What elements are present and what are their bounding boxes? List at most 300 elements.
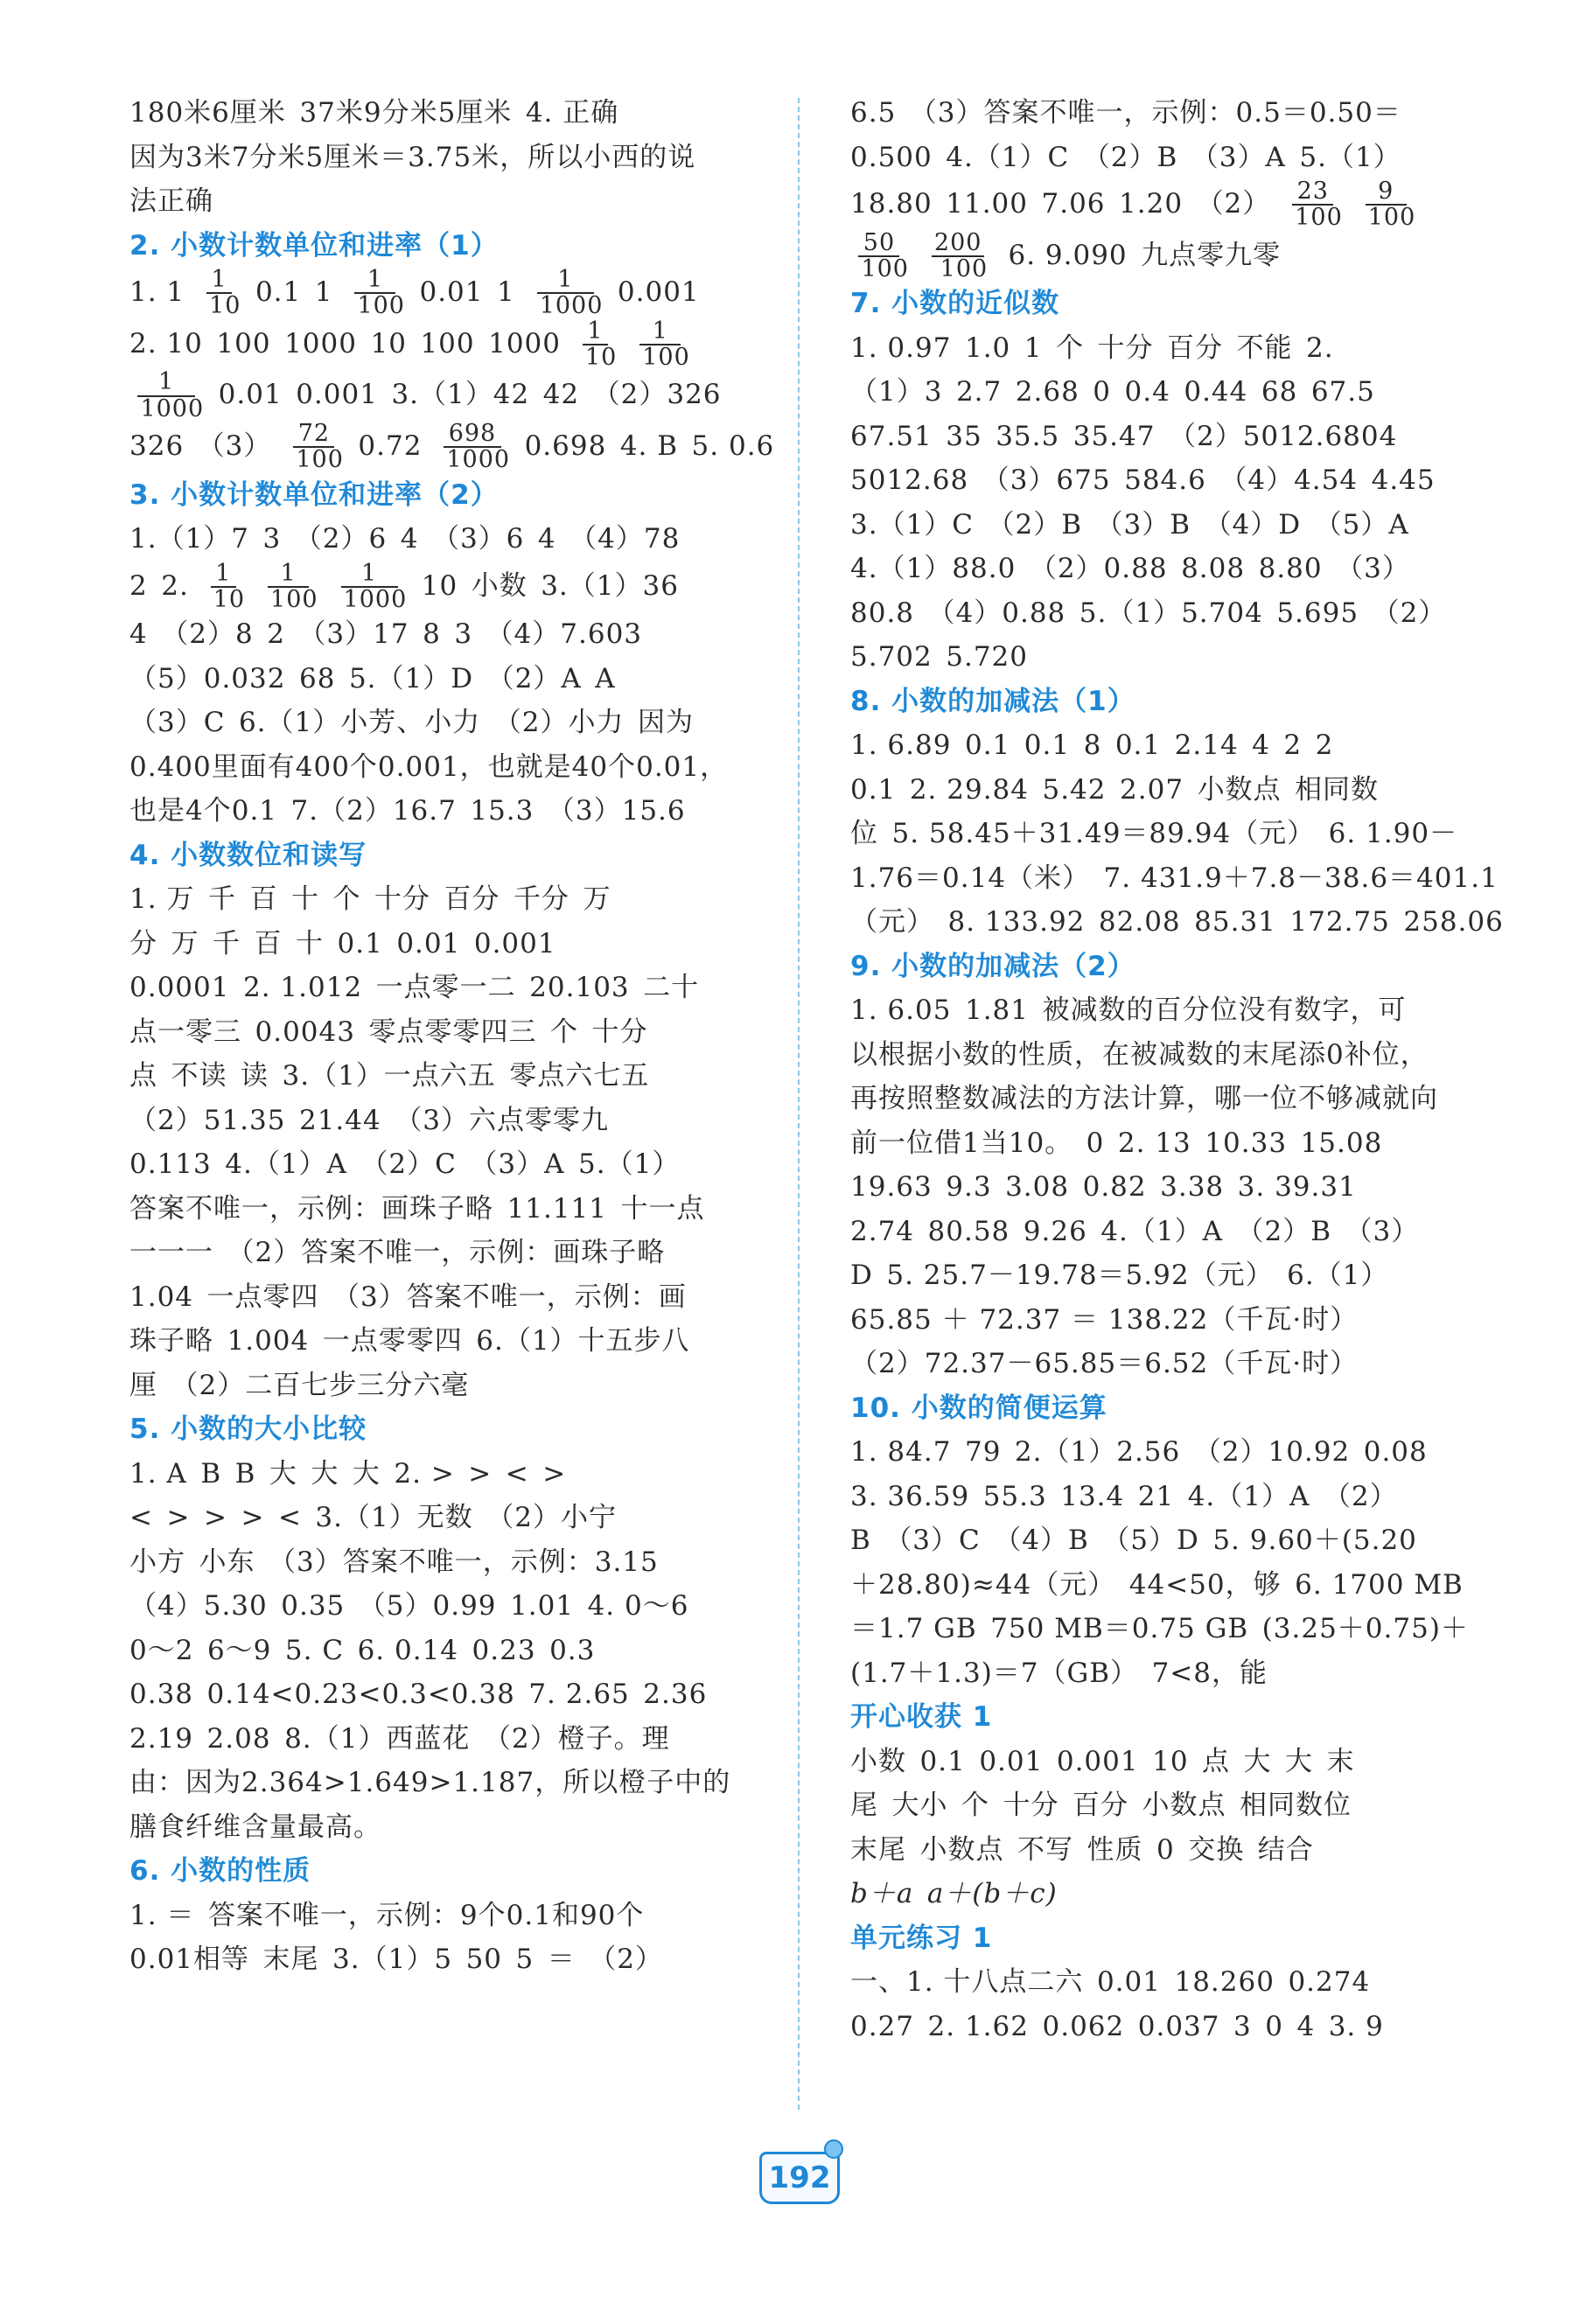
answer-text: 法正确 [129, 185, 213, 217]
answer-text: > [542, 1457, 567, 1490]
answer-text: 不写 [1017, 1833, 1073, 1866]
answer-text: 7.（2）16.7 [290, 795, 457, 827]
answer-text: 相同数 [1295, 773, 1380, 806]
answer-text: （2）答案不唯一，示例：画珠子略 [227, 1237, 666, 1269]
answer-text: 4 [537, 523, 556, 555]
answer-text: 小方 [129, 1546, 185, 1578]
answer-line [129, 1629, 759, 1673]
answer-text: 3.08 [1005, 1171, 1070, 1204]
answer-text: 2 [267, 618, 285, 651]
answer-text: 1 [1024, 332, 1043, 364]
answer-text: 末尾 [262, 1944, 319, 1976]
answer-line [850, 1342, 1473, 1386]
answer-text: 10 [370, 327, 407, 359]
section-heading: 9. 小数的加减法（2） [850, 950, 1135, 982]
answer-line [850, 228, 1473, 283]
fraction-denominator: 1000 [446, 446, 511, 474]
answer-text: 3.38 [1160, 1171, 1225, 1204]
answer-text: 一点零四 [206, 1281, 319, 1313]
answer-text: 千 [207, 883, 236, 916]
fraction-denominator: 100 [1295, 204, 1343, 232]
answer-text: 大 [352, 1457, 381, 1490]
answer-text: 以根据小数的性质，在被减数的末尾添0补位， [850, 1038, 1429, 1071]
answer-text: B [850, 1525, 871, 1557]
answer-text: 5. C [284, 1634, 345, 1666]
answer-text: 答案不唯一，示例：9个0.1和90个 [207, 1899, 645, 1931]
answer-text: > [241, 1502, 265, 1534]
fraction [293, 422, 346, 473]
answer-text: 3 [454, 618, 473, 651]
answer-text: （3）C [129, 707, 226, 739]
fraction-denominator: 100 [270, 586, 318, 614]
answer-text: 被减数的百分位没有数字，可 [1042, 995, 1407, 1027]
answer-text: 21.44 [298, 1104, 381, 1136]
fraction [583, 319, 619, 371]
answer-line [129, 612, 759, 657]
answer-text: 百分 [1072, 1790, 1128, 1822]
answer-text: 1.76＝0.14（米） [850, 862, 1091, 894]
answer-text: > [468, 1457, 493, 1490]
answer-line [850, 723, 1473, 768]
answer-line [850, 1783, 1473, 1828]
answer-text: （5）0.99 [358, 1590, 497, 1623]
answer-text: 2.68 [1015, 376, 1079, 408]
fraction-numerator: 9 [1366, 179, 1407, 206]
answer-text: 0.001 [617, 276, 700, 308]
answer-text: （3）A [1191, 141, 1286, 173]
answer-text: （元） [850, 906, 934, 939]
answer-text: 点 [1202, 1745, 1231, 1777]
answer-text: 点一零三 [129, 1015, 241, 1048]
answer-text: 7<8，能 [1151, 1657, 1268, 1689]
answer-text: 2.08 [206, 1722, 271, 1755]
answer-text: 7.06 [1041, 187, 1106, 220]
section-heading: 2. 小数计数单位和进率（1） [129, 229, 499, 262]
answer-text: 再按照整数减法的方法计算，哪一位不够减就向 [850, 1083, 1438, 1115]
answer-text: 分 [129, 927, 157, 960]
answer-text: （2）橙子。理 [483, 1722, 670, 1755]
answer-text: 55.3 [982, 1480, 1047, 1512]
fraction-denominator: 100 [357, 292, 405, 320]
answer-text: 1.20 [1119, 187, 1184, 220]
answer-line [129, 789, 759, 834]
section-heading: 10. 小数的简便运算 [850, 1392, 1107, 1424]
answer-text: 750 MB＝0.75 GB [990, 1613, 1249, 1645]
answer-text: 100 [420, 327, 475, 359]
answer-text: 十 [296, 927, 324, 960]
fraction-numerator: 1 [206, 268, 232, 294]
answer-line [850, 635, 1473, 680]
answer-text: 0.23 [472, 1634, 536, 1666]
answer-text: 44<50，够 [1128, 1568, 1282, 1601]
answer-text: 3.（1）一点六五 [282, 1060, 496, 1092]
answer-line [129, 91, 759, 136]
answer-text: 0 [1093, 376, 1112, 408]
answer-text: 结合 [1257, 1833, 1314, 1866]
answer-text: 0.113 [129, 1148, 212, 1181]
section-heading: 3. 小数计数单位和进率（2） [129, 478, 499, 511]
answer-text: 5.（1）D [348, 662, 474, 694]
answer-text: （3） [197, 429, 272, 462]
answer-text: 5.42 [1042, 773, 1107, 806]
answer-text: 个 [1056, 332, 1085, 364]
answer-text: 326 [129, 429, 185, 462]
answer-text: （2）51.35 [129, 1104, 286, 1136]
answer-line [850, 1607, 1473, 1651]
answer-text: 20.103 [529, 972, 630, 1004]
answer-text: 35.5 [996, 420, 1060, 452]
answer-line [850, 326, 1473, 371]
answer-text: 4 [129, 618, 148, 651]
answer-line [850, 1740, 1473, 1784]
answer-text: 0.01 [979, 1745, 1044, 1777]
answer-text: 0.1 [337, 927, 383, 960]
answer-text: < [277, 1502, 302, 1534]
fraction-numerator: 50 [858, 231, 899, 257]
answer-line [129, 268, 759, 319]
answer-text: 67.51 [850, 420, 933, 452]
answer-text: 1.004 [227, 1325, 310, 1357]
fraction [1292, 179, 1345, 231]
answer-text: (3.25＋0.75)＋ [1261, 1613, 1469, 1645]
answer-text: （4）5.30 [129, 1590, 268, 1623]
answer-line [850, 503, 1473, 548]
answer-line [129, 1452, 759, 1497]
answer-line [850, 370, 1473, 415]
fraction-numerator: 1 [268, 562, 309, 588]
answer-text: （2）小力 [493, 707, 625, 739]
section-heading: 7. 小数的近似数 [850, 288, 1060, 320]
answer-text: 小数 [850, 1745, 906, 1777]
answer-text: 35.47 [1072, 420, 1156, 452]
answer-text: 1. 1 [129, 276, 185, 308]
answer-text: 小数点 [1197, 773, 1282, 806]
answer-text: 1.04 [129, 1281, 194, 1313]
answer-line [129, 1364, 759, 1408]
answer-text: 0.1 [964, 729, 1011, 762]
answer-text: （3）15.6 [547, 795, 686, 827]
answer-text: 0.1 [1114, 729, 1162, 762]
answer-text: 1. 84.7 [850, 1436, 952, 1469]
answer-text: （3） [1336, 553, 1410, 585]
answer-text: 答案不唯一，示例：画珠子略 [129, 1192, 493, 1225]
answer-text: 9.3 [946, 1171, 992, 1204]
answer-line [129, 420, 775, 474]
fraction-denominator: 100 [1367, 204, 1416, 232]
fraction [537, 268, 606, 319]
answer-text: 35 [946, 420, 982, 452]
answer-text: 0.1 [919, 1745, 966, 1777]
page-number-decoration [824, 2139, 843, 2159]
answer-text: （3）答案不唯一，示例：3.15 [269, 1546, 659, 1578]
answer-text: 10 [1152, 1745, 1189, 1777]
answer-text: （5）0.032 [129, 662, 286, 694]
answer-text: (1.7＋1.3)＝7（GB） [850, 1657, 1139, 1689]
answer-text: 1.（1）7 [129, 523, 250, 555]
answer-text: 65.85 ＋ 72.37 ＝ 138.22（千瓦·时） [850, 1303, 1359, 1336]
answer-text: 因为3米7分米5厘米＝3.75米，所以小西的说 [129, 141, 696, 173]
answer-text: 5. 58.45＋31.49＝89.94（元） [891, 818, 1316, 850]
answer-text: （4）B [994, 1525, 1089, 1557]
answer-text: 0～2 [129, 1634, 194, 1666]
fraction [341, 559, 410, 614]
section-heading: 开心收获 1 [850, 1701, 993, 1734]
answer-text: 百分 [1167, 332, 1224, 364]
answer-text: 4.（1）A [1100, 1215, 1223, 1247]
answer-text: 2.（1）2.56 [1014, 1436, 1181, 1469]
answer-text: 19.63 [850, 1171, 933, 1204]
answer-text: （4）7.603 [486, 618, 643, 651]
answer-text: > [203, 1502, 227, 1534]
answer-text: 0.1 [1024, 729, 1071, 762]
answer-line [129, 1231, 759, 1275]
answer-text: 珠子略 [129, 1325, 213, 1357]
answer-line [850, 2005, 1473, 2049]
answer-text: 0 [1156, 1833, 1175, 1866]
answer-text: （3）A [470, 1148, 565, 1181]
answer-text: 5012.68 [850, 464, 969, 497]
answer-text: 0.44 [1184, 376, 1248, 408]
answer-text: 0.38 [129, 1678, 194, 1711]
answer-text: 0.1 [255, 276, 302, 308]
answer-text: 小数点 [919, 1833, 1004, 1866]
answer-text: 50 [465, 1944, 503, 1976]
answer-text: 2.7 [955, 376, 1003, 408]
answer-text: 2 [129, 569, 148, 602]
answer-text: 个 [961, 1790, 989, 1822]
answer-text: 6.5 [850, 97, 897, 129]
fraction [932, 228, 996, 283]
answer-text: 大 [311, 1457, 339, 1490]
answer-text: （5）D [1102, 1525, 1199, 1557]
answer-text: （3）B [1095, 508, 1191, 541]
answer-text: （2）小宁 [486, 1502, 617, 1534]
answer-text: 5.695 [1276, 597, 1359, 629]
answer-text: 1. 万 [129, 883, 195, 916]
answer-line [129, 1717, 759, 1762]
answer-text: 5.（1） [578, 1148, 681, 1181]
answer-text: 小数点 [1142, 1790, 1226, 1822]
answer-text: 21 [1137, 1480, 1175, 1512]
answer-text: 末尾 [850, 1833, 906, 1866]
answer-text: 67.5 [1310, 376, 1375, 408]
answer-text: 8.80 [1258, 553, 1323, 585]
fraction-numerator: 1 [537, 268, 594, 294]
answer-text: （2）10.92 [1193, 1436, 1351, 1469]
left-column [129, 91, 775, 1982]
answer-text: 3. 36.59 [850, 1480, 970, 1512]
answer-text: 11.00 [946, 187, 1028, 220]
answer-text: 1000 [488, 327, 561, 359]
answer-line [129, 517, 759, 562]
answer-text: 3.（1）C [850, 508, 975, 541]
answer-line [129, 877, 759, 922]
answer-line [129, 1275, 759, 1320]
answer-text: 1. 6.05 [850, 995, 952, 1027]
answer-text: 大 [269, 1457, 297, 1490]
answer-text: 11.111 [507, 1192, 607, 1225]
answer-line [129, 1894, 759, 1938]
answer-text: 点 [129, 1060, 157, 1092]
answer-text: 8 [1083, 729, 1102, 762]
answer-text: 十分 [1097, 332, 1154, 364]
answer-text: 0.72 [358, 429, 423, 462]
answer-text: （3）675 [982, 464, 1111, 497]
answer-text: 10.33 [1205, 1127, 1288, 1159]
answer-text: A [595, 662, 616, 694]
fraction-numerator: 1 [211, 562, 236, 588]
answer-text: 2. [1306, 332, 1334, 364]
answer-text: 6.（1）十五步八 [476, 1325, 690, 1357]
answer-text: （2）B [1236, 1215, 1332, 1247]
answer-text: （3）六点零零九 [395, 1104, 609, 1136]
answer-text: （3） [1345, 1215, 1420, 1247]
answer-text: 0 [1086, 1127, 1105, 1159]
answer-text: 2. [161, 569, 189, 602]
answer-text: （4）D [1204, 508, 1302, 541]
fraction [354, 268, 408, 319]
answer-text: 4 [1252, 729, 1270, 762]
answer-text: 1. A [129, 1457, 187, 1490]
answer-text: （2） [1323, 1480, 1398, 1512]
fraction-denominator: 10 [584, 344, 618, 372]
answer-text: 十 [290, 883, 319, 916]
section-heading: 5. 小数的大小比较 [129, 1413, 367, 1446]
section-heading: 6. 小数的性质 [129, 1855, 311, 1888]
answer-line [850, 856, 1499, 901]
fraction-denominator: 100 [642, 344, 690, 372]
answer-text: 80.8 [850, 597, 915, 629]
answer-text: （3）答案不唯一，示例：0.5＝0.50＝ [909, 97, 1401, 129]
answer-text: （2）6 [294, 523, 388, 555]
fraction-numerator: 1 [341, 562, 398, 588]
answer-text: 3. 9 [1328, 2010, 1384, 2042]
answer-line [129, 136, 759, 180]
answer-text: （5）A [1314, 508, 1409, 541]
fraction [268, 559, 321, 614]
answer-text: 0.3 [549, 1634, 596, 1666]
answer-text: 2.07 [1120, 773, 1184, 806]
answer-text: （4）0.88 [927, 597, 1066, 629]
answer-text: 2 [1283, 729, 1303, 762]
answer-text: 一点零一二 [375, 972, 516, 1004]
answer-text: 5. 9.60＋(5.20 [1212, 1525, 1417, 1557]
answer-text: 0.35 [281, 1590, 346, 1623]
answer-line [129, 1540, 759, 1585]
section-heading: 8. 小数的加减法（1） [850, 685, 1135, 717]
answer-text: 0.698 [524, 429, 607, 462]
answer-text: 10 [421, 569, 458, 602]
answer-text: 不读 [171, 1060, 227, 1092]
answer-text: 584.6 [1124, 464, 1206, 497]
answer-text: 0.01 [218, 379, 283, 411]
answer-text: ＝ [547, 1944, 576, 1976]
answer-text: 0.82 [1082, 1171, 1147, 1204]
right-column [850, 91, 1504, 2048]
answer-line [850, 1518, 1473, 1563]
answer-text: 6. 0.14 [357, 1634, 459, 1666]
fraction [206, 268, 243, 319]
answer-text: 0.01 [396, 927, 461, 960]
fraction-numerator: 72 [293, 422, 334, 448]
answer-line [129, 1142, 759, 1187]
answer-text: B [200, 1457, 222, 1490]
answer-text: （2） [1372, 597, 1447, 629]
answer-line [129, 1584, 759, 1629]
answer-line [129, 1099, 759, 1143]
answer-text: 个 [549, 1015, 578, 1048]
answer-text: 一一一 [129, 1237, 213, 1269]
answer-text: 2.14 [1174, 729, 1239, 762]
answer-text: 万 [171, 927, 199, 960]
answer-text: 0.037 [1137, 2010, 1220, 2042]
answer-text: 15.3 [470, 795, 534, 827]
answer-text: 0.08 [1363, 1436, 1428, 1469]
answer-line [850, 988, 1473, 1033]
answer-text: > [166, 1502, 191, 1534]
answer-text: （2）5012.6804 [1168, 420, 1398, 452]
answer-text: 37米9分米5厘米 [299, 97, 513, 129]
answer-line [850, 1165, 1473, 1210]
answer-text: （1）3 [850, 376, 943, 408]
answer-text: 0.0043 [255, 1015, 355, 1048]
answer-text: 0.1 [850, 773, 897, 806]
answer-text: 3.（1）无数 [315, 1502, 473, 1534]
answer-text: < [129, 1502, 153, 1534]
answer-line [850, 1872, 1473, 1916]
answer-text: 2. 29.84 [909, 773, 1029, 806]
answer-text: 80.58 [927, 1215, 1010, 1247]
answer-text: 零点零零四三 [368, 1015, 537, 1048]
answer-text: 0.001 [473, 927, 556, 960]
answer-line [129, 701, 759, 745]
answer-text: 4.（1）88.0 [850, 553, 1017, 585]
answer-text: 6. 1.90－ [1328, 818, 1458, 850]
answer-line [850, 1430, 1473, 1475]
answer-line [850, 458, 1473, 503]
answer-line [850, 415, 1473, 459]
answer-text: 0.001 [296, 379, 378, 411]
answer-text: 0.274 [1288, 1966, 1371, 1999]
answer-text: 千分 [513, 883, 569, 916]
answer-text: 0.001 [1056, 1745, 1139, 1777]
answer-text: b＋a [850, 1878, 914, 1910]
answer-text: 二十 [643, 972, 700, 1004]
answer-line [850, 1210, 1473, 1254]
answer-line [850, 1121, 1473, 1166]
answer-text: 0 [1265, 2010, 1283, 2042]
answer-line [129, 1054, 759, 1099]
answer-text: 万 [583, 883, 611, 916]
answer-text: 百分 [444, 883, 500, 916]
answer-text: 5.720 [946, 641, 1028, 673]
answer-text: 5. 0.6 [691, 429, 775, 462]
answer-text: 7. 431.9＋7.8－38.6＝401.1 [1103, 862, 1499, 894]
answer-text: 2.74 [850, 1215, 915, 1247]
answer-line [129, 1319, 759, 1364]
answer-line [850, 812, 1473, 856]
answer-text: 4.45 [1371, 464, 1436, 497]
answer-text: （4）4.54 [1219, 464, 1359, 497]
answer-text: < [505, 1457, 529, 1490]
answer-text: （2） [589, 1944, 663, 1976]
answer-text: 一、1. 十八点二六 [850, 1966, 1084, 1999]
answer-text: 位 [850, 818, 878, 850]
answer-text: 小数 [471, 569, 528, 602]
answer-text: 4 [1296, 2010, 1316, 2042]
answer-line [850, 1828, 1473, 1873]
answer-line [850, 91, 1473, 136]
